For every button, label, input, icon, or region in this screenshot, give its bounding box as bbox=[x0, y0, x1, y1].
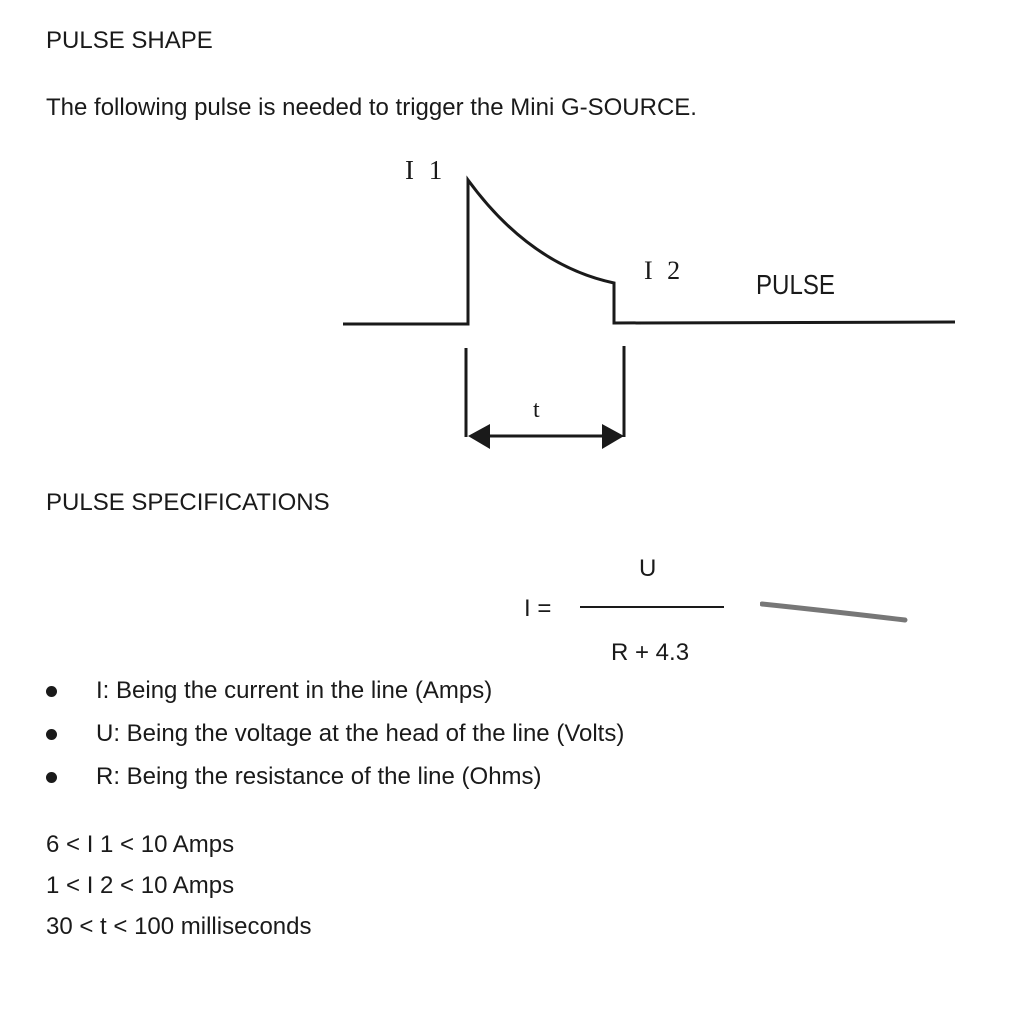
intro-text: The following pulse is needed to trigger the Mini G-SOURCE. bbox=[46, 94, 697, 121]
pulse-waveform bbox=[343, 180, 955, 324]
bullet-icon bbox=[46, 686, 57, 697]
bullet-icon bbox=[46, 729, 57, 740]
pen-mark bbox=[760, 598, 910, 628]
label-t: t bbox=[533, 397, 540, 423]
formula-lhs: I = bbox=[524, 595, 552, 622]
spec-i2-range: 1 < I 2 < 10 Amps bbox=[46, 872, 235, 899]
label-i1: I 1 bbox=[405, 155, 447, 185]
pulse-specifications-heading: PULSE SPECIFICATIONS bbox=[46, 489, 330, 516]
spec-t-range: 30 < t < 100 milliseconds bbox=[46, 913, 312, 940]
list-item-text: U: Being the voltage at the head of the line (Volts) bbox=[96, 720, 625, 747]
fraction-bar bbox=[580, 606, 724, 608]
timing-arrowhead-right bbox=[602, 424, 624, 449]
label-pulse: PULSE bbox=[756, 269, 835, 300]
formula-denominator: R + 4.3 bbox=[611, 639, 690, 666]
bullet-icon bbox=[46, 772, 57, 783]
timing-arrowhead-left bbox=[468, 424, 490, 449]
formula-numerator: U bbox=[639, 555, 657, 582]
label-i2: I 2 bbox=[644, 256, 685, 285]
list-item-text: I: Being the current in the line (Amps) bbox=[96, 677, 493, 704]
list-item-text: R: Being the resistance of the line (Ohms) bbox=[96, 763, 542, 790]
pulse-shape-heading: PULSE SHAPE bbox=[46, 27, 213, 54]
spec-i1-range: 6 < I 1 < 10 Amps bbox=[46, 831, 235, 858]
